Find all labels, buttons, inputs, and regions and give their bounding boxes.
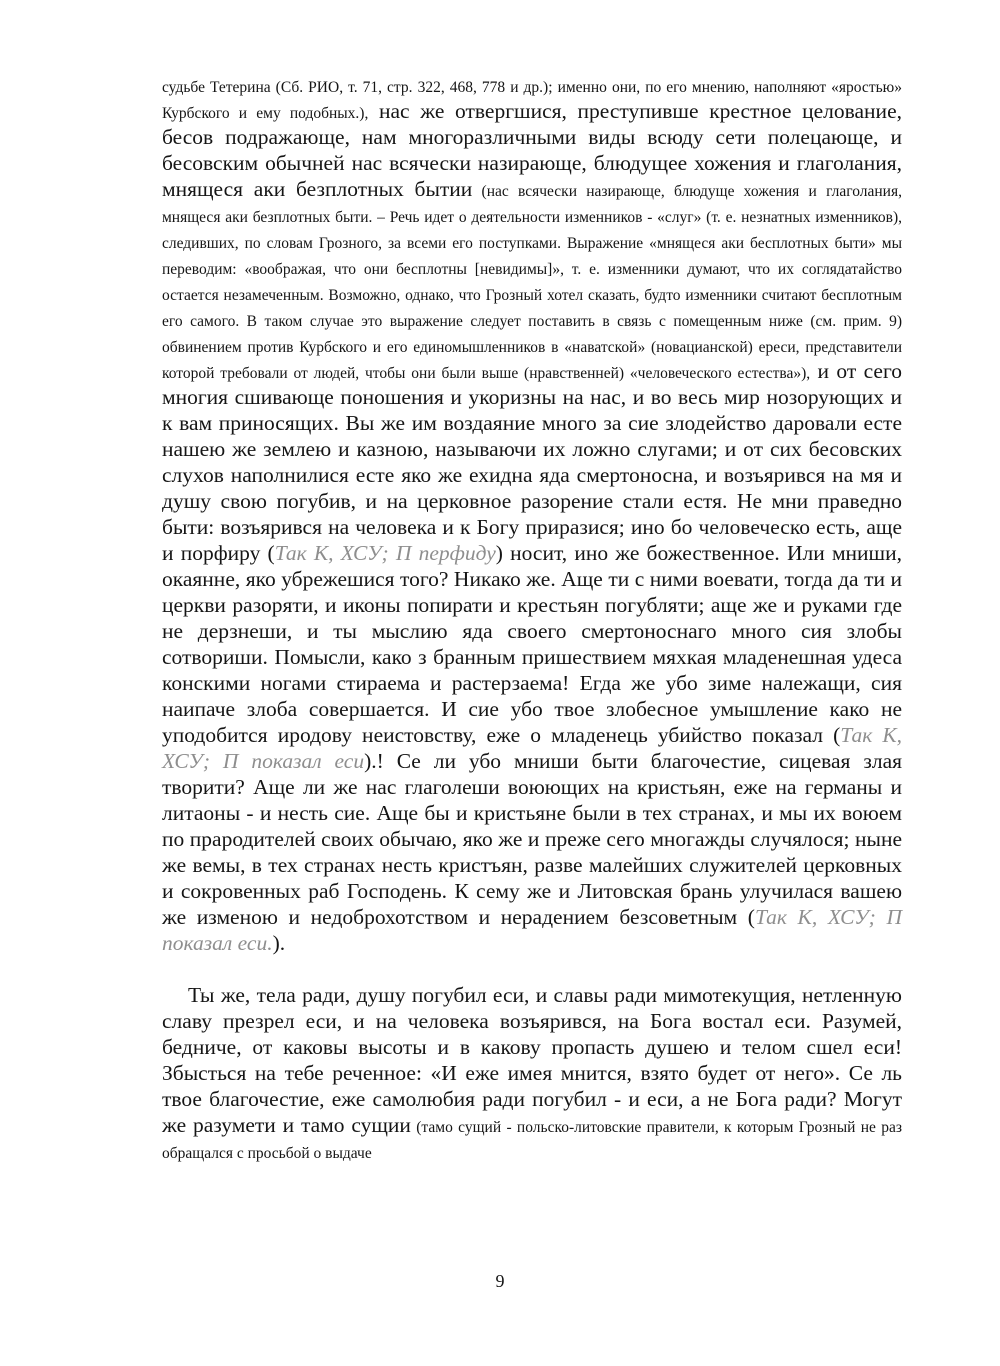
commentary-note: (нас всячески назирающе, блюдуще хожения и глаголания, мнящеся аки безплотных быти. – Речь идет о деятельности изменников - «слуг» (т. е. незнатных изменников), следивших, по словам Грозного, за всеми его поступками. Выражение «мнящеся аки бесплотных быти» мы переводим: «воображая, что они бесплотны [невидимы]», т. е. изменники думают, что их соглядатайство остается незамеченным. Возможно, однако, что Грозный хотел сказать, будто изменники считают бесплотным его самого. В таком случае это выражение следует поставить в связь с помещенным ниже (см. прим. 9) обвинением против Курбского и его единомышленников в «наватской» (новацианской) ереси, представители которой требовали от людей, чтобы они были выше (нравственней) «человеческого естества»),	[162, 183, 902, 382]
paragraph-main	[162, 72, 902, 956]
main-text-segment: ).! Се ли убо мниши быти благочестие, сицевая злая творити? Аще ли же нас глаголеши воюющих на кристьян, еже на германы и литаоны - и несть сие. Аще бы и кристьяне были в тех странах, и мы их воюем по прародителей своих обычаю, яко же и преже сего многажды случялося; ныне же вемы, в тех странах несть кристъян, разве малейших служителей церковных и сокровенных раб Господень. К сему же и Литовская брань улучилася вашею же изменою и недоброхотством и нерадением безсоветным (	[162, 749, 902, 929]
page-number: 9	[495, 1271, 505, 1291]
variant-reading: Так К, ХСУ; П перфиду	[274, 541, 496, 565]
variant-reading: Так К, ХСУ; П показал еси.	[162, 905, 902, 955]
paragraph-second	[162, 982, 902, 1164]
footnote-continuation: судьбе Тетерина (Сб. РИО, т. 71, стр. 322, 468, 778 и др.); именно они, по его мнению, наполняют «яростью» Курбского и ему подобных.),	[162, 79, 902, 122]
page-body	[162, 72, 902, 1164]
commentary-note: (тамо сущий - польско-литовские правители, к которым Грозный не раз обращался с просьбой о выдаче	[162, 1119, 903, 1162]
main-text-segment: ).	[272, 931, 286, 955]
main-text-segment: Ты же, тела ради, душу погубил еси, и славы ради мимотекущия, нетленную славу презрел еси, и на человека возъярився, на Бога востал еси. Разумей, бедниче, от каковы высоты и в какову пропасть душею и телом сшел еси! Збысться на тебе реченное: «И еже имея мнится, взято будет от него». Се ль твое благочестие, еже самолюбия ради погубил - и еси, а не Бога ради? Могут же разумети и тамо сущии	[162, 983, 902, 1137]
variant-reading: Так К, ХСУ; П показал еси	[162, 723, 903, 773]
main-text-segment: ) носит, ино же божественное. Или мниши, окаянне, яко убрежешися того? Никако же. Аще ти с ними воевати, тогда да ти и церкви разоряти, и иконы попирати и крестьян погубляти; аще же и руками где не дерзнеши, и ты мыслию яда своего смертоноснаго много сия злобы сотвориши. Помысли, како з бранным пришествием мяхкая младенешная удеса конскими ногами стираема и растерзаема! Егда же убо зиме належащи, сия наипаче злоба совершается. И сие убо твое злобесное умышление како не уподобится иродову неистовству, еже о младенець убийство показал (	[162, 541, 902, 747]
main-text-segment: нас же отвергшися, преступивше крестное целование, бесов подражающе, нам многоразличными виды всюду сети полецающе, и бесовским обычней нас всячески назирающе, блюдущее хожения и глаголания, мнящеся аки безплотных бытии	[162, 99, 902, 201]
main-text-segment: и от сего многия сшивающе поношения и укоризны на нас, и во весь мир нозорующих и к вам приносящих. Вы же им воздаяние много за сие злодейство даровали есте нашею же землею и казною, называючи их ложно слугами; и от сих бесовских слухов наполнилися есте яко же ехидна яда смертоносна, и возъярився на мя и душу свою погубив, и на церковное разорение стали естя. Не мни праведно быти: возъярився на человека и к Богу приразися; ино бо человеческо есть, аще и порфиру (	[162, 359, 902, 565]
